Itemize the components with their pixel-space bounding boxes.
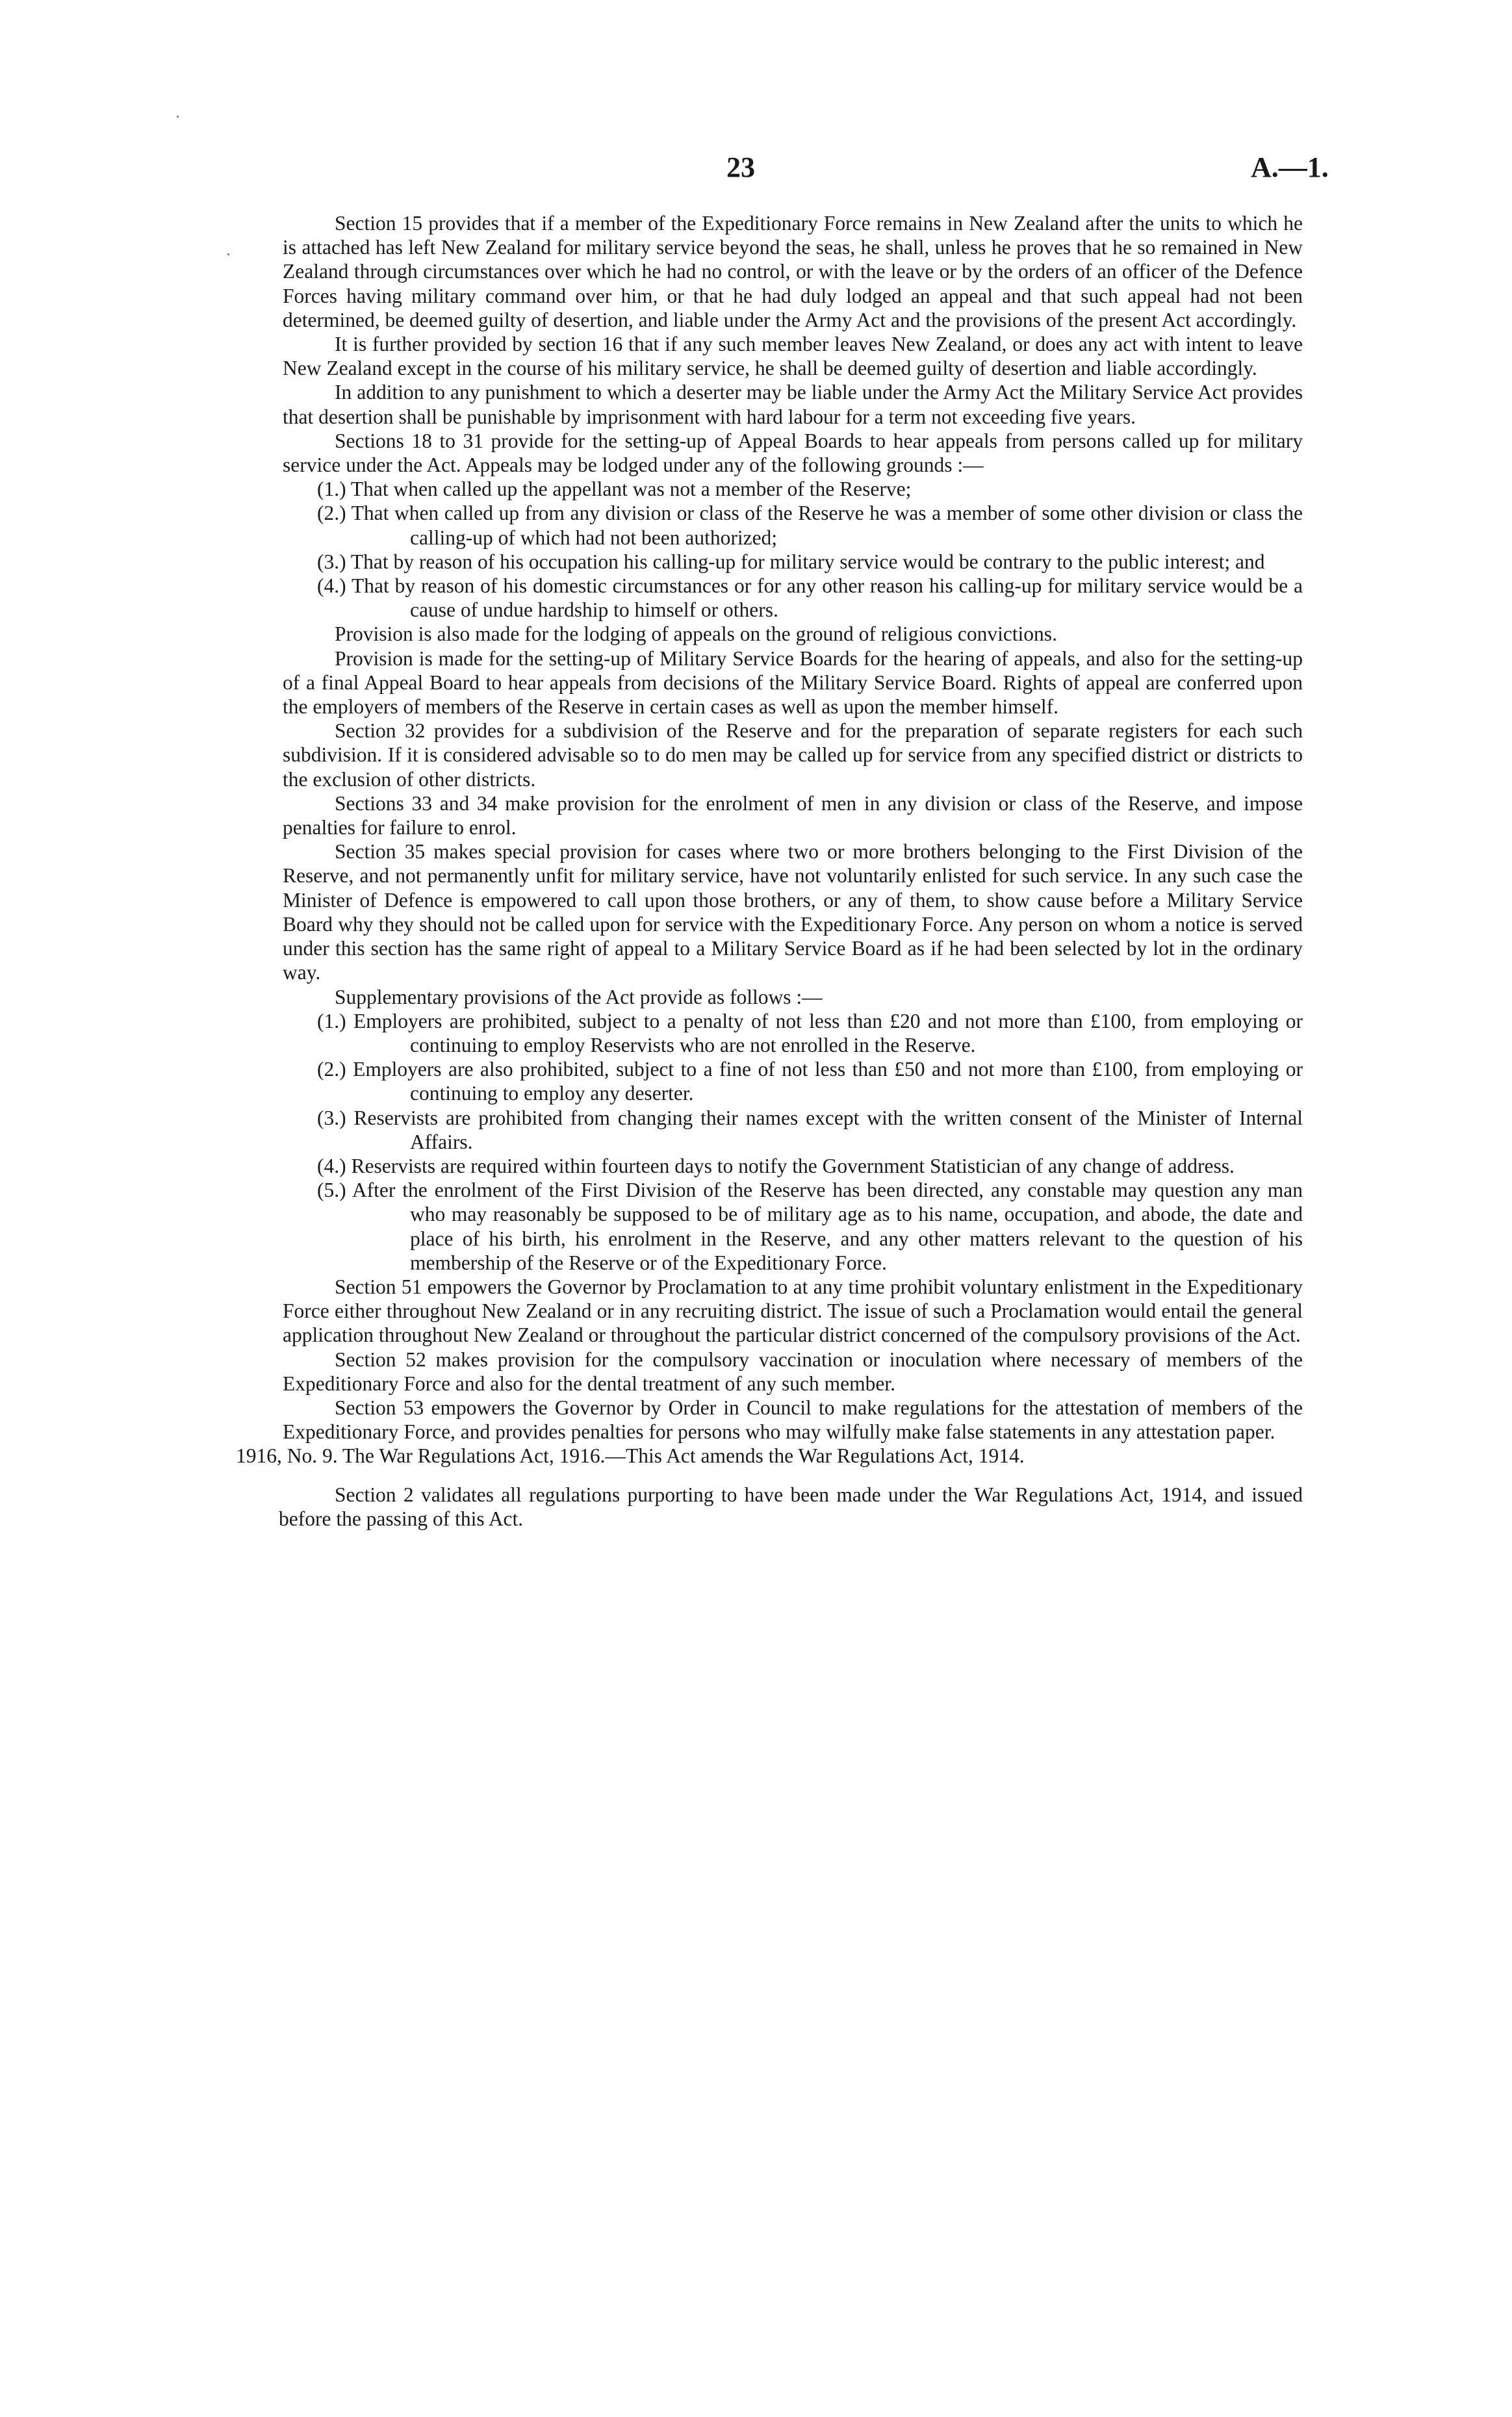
list-text: That by reason of his domestic circumstances or for any other reason his calling-up for military service would be a cause of undue hardship to himself or others.	[351, 574, 1303, 622]
paragraph-military-service-boards: Provision is made for the setting-up of Military Service Boards for the hearing of appeals, and also for the setting-up of a final Appeal Board to hear appeals from decisions of the Military Service Board. Rights of appeal are conferred upon the employers of members of the Reserve in certain cases as well as upon the member himself.	[283, 646, 1303, 719]
list-number: (4.)	[317, 574, 346, 598]
paragraph-religious-convictions: Provision is also made for the lodging of appeals on the ground of religious convictions.	[335, 622, 1057, 646]
paragraph-section-32: Section 32 provides for a subdivision of the Reserve and for the preparation of separate registers for each such subdivision. If it is considered advisable so to do men may be called up for service from any specified district or districts to the exclusion of other districts.	[283, 719, 1303, 791]
list-item-supplementary-4	[283, 1154, 1303, 1178]
paragraph-sections-33-34: Sections 33 and 34 make provision for the enrolment of men in any division or class of the Reserve, and impose penalties for failure to enrol.	[283, 791, 1303, 839]
paragraph-desertion-punishment: In addition to any punishment to which a deserter may be liable under the Army Act the Military Service Act provides that desertion shall be punishable by imprisonment with hard labour for a term not exceeding five years.	[283, 381, 1303, 428]
list-item-supplementary-1	[283, 1009, 1303, 1057]
paragraph-section-16: It is further provided by section 16 that if any such member leaves New Zealand, or does any act with intent to leave New Zealand except in the course of his military service, he shall be deemed guilty of desertion and liable accordingly.	[283, 333, 1303, 380]
list-text: After the enrolment of the First Division of the Reserve has been directed, any constable may question any man who may reasonably be supposed to be of military age as to his name, occupation, and abode, the date and place of his birth, his enrolment in the Reserve, and any other matters relevant to the question of his membership of the Reserve or of the Expeditionary Force.	[352, 1179, 1303, 1274]
paragraph-appeal-boards: Sections 18 to 31 provide for the setting-up of Appeal Boards to hear appeals from persons called up for military service under the Act. Appeals may be lodged under any of the following grounds :—	[283, 429, 1303, 477]
list-item-ground-3	[283, 550, 1303, 574]
list-item-ground-1	[283, 477, 1303, 501]
list-text: That when called up from any division or class of the Reserve he was a member of some other division or class the calling-up of which had not been authorized;	[351, 502, 1303, 549]
list-text: Employers are prohibited, subject to a penalty of not less than £20 and not more than £100, from employing or continuing to employ Reservists who are not enrolled in the Reserve.	[353, 1009, 1303, 1056]
list-text: That when called up the appellant was not a member of the Reserve;	[350, 478, 912, 501]
list-item-supplementary-2	[283, 1057, 1303, 1105]
paragraph-section-53: Section 53 empowers the Governor by Order in Council to make regulations for the attestation of members of the Expeditionary Force, and provides penalties for persons who may wilfully make false statements in any attestation paper.	[283, 1396, 1303, 1444]
list-item-ground-4	[283, 574, 1303, 622]
list-item-supplementary-3	[283, 1106, 1303, 1154]
paragraph-section-2: Section 2 validates all regulations purporting to have been made under the War Regulations Act, 1914, and issued before the passing of this Act.	[279, 1483, 1303, 1530]
list-text: Employers are also prohibited, subject to a fine of not less than £50 and not more than £100, from employing or continuing to employ any deserter.	[353, 1058, 1303, 1105]
scan-speck	[227, 253, 229, 255]
list-number: (2.)	[317, 502, 346, 525]
paragraph-section-15: Section 15 provides that if a member of the Expeditionary Force remains in New Zealand after the units to which he is attached has left New Zealand for military service beyond the seas, he shall, unless he proves that he so remained in New Zealand through circumstances over which he had no control, or with the leave or by the orders of an officer of the Defence Forces having military command over him, or that he had duly lodged an appeal and that such appeal had not been determined, be deemed guilty of desertion, and liable under the Army Act and the provisions of the present Act accordingly.	[283, 212, 1303, 331]
list-number: (3.)	[317, 1106, 346, 1129]
list-number: (2.)	[317, 1058, 346, 1081]
list-item-supplementary-5	[283, 1178, 1303, 1275]
list-text: That by reason of his occupation his calling-up for military service would be contrary to the public interest; and	[350, 550, 1265, 573]
paragraph-section-52: Section 52 makes provision for the compulsory vaccination or inoculation where necessary of members of the Expeditionary Force and also for the dental treatment of any such member.	[283, 1348, 1303, 1395]
list-text: Reservists are required within fourteen days to notify the Government Statistician of any change of address.	[351, 1154, 1235, 1177]
page-header	[0, 151, 1512, 190]
list-number: (5.)	[317, 1179, 346, 1202]
paragraph-supplementary-intro: Supplementary provisions of the Act provide as follows :—	[335, 985, 823, 1008]
list-number: (1.)	[317, 1009, 346, 1032]
list-number: (4.)	[317, 1154, 346, 1177]
paragraph-section-35: Section 35 makes special provision for cases where two or more brothers belonging to the First Division of the Reserve, and not permanently unfit for military service, have not voluntarily enlisted for such service. In any such case the Minister of Defence is empowered to call upon those brothers, or any of them, to show cause before a Military Service Board why they should not be called upon for service with the Expeditionary Force. Any person on whom a notice is served under this section has the same right of appeal to a Military Service Board as if he had been selected by lot in the ordinary way.	[283, 840, 1303, 984]
act-heading-war-regulations-1916: 1916, No. 9. The War Regulations Act, 1916.—This Act amends the War Regulations Act, 1914.	[236, 1444, 1025, 1468]
list-number: (3.)	[317, 550, 346, 573]
list-text: Reservists are prohibited from changing their names except with the written consent of the Minister of Internal Affairs.	[353, 1106, 1303, 1153]
document-reference: A.—1.	[1251, 151, 1329, 183]
list-number: (1.)	[317, 478, 346, 501]
page-number: 23	[726, 151, 755, 183]
scan-speck	[177, 116, 179, 118]
document-body	[236, 211, 1303, 1531]
list-item-ground-2	[283, 501, 1303, 549]
paragraph-section-51: Section 51 empowers the Governor by Proclamation to at any time prohibit voluntary enlistment in the Expeditionary Force either throughout New Zealand or in any recruiting district. The issue of such a Proclamation would entail the general application throughout New Zealand or throughout the particular district concerned of the compulsory provisions of the Act.	[283, 1275, 1303, 1347]
